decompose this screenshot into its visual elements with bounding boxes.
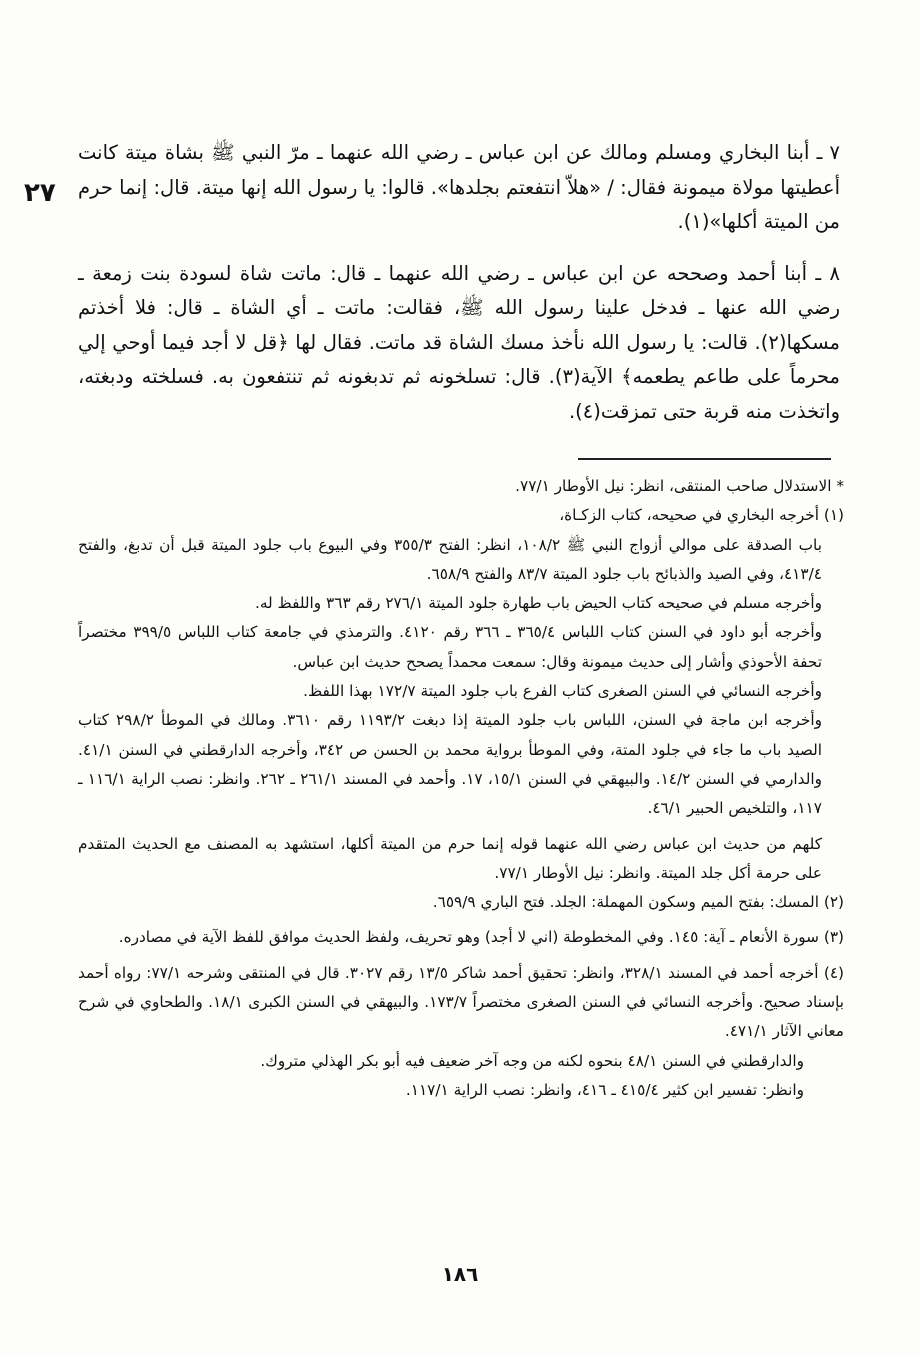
footnote-4-ahmad: (٤) أخرجه أحمد في المسند ٣٢٨/١، وانظر: تحقيق أحمد شاكر ١٣/٥ رقم ٣٠٢٧. قال في المنتقى وشرحه ٧٧/١: رواه أحمد بإسناد صحيح. وأخرجه النسائي في السنن الصغرى مختصراً ١٧٣/٧. والبيهقي في السنن الكبرى ١٨/١. والطحاوي في شرح معاني الآثار ٤٧١/١. [78, 963, 845, 1041]
footnote-3: (٣) سورة الأنعام ـ آية: ١٤٥. وفي المخطوطة (اني لا أجد) وهو تحريف، ولفظ الحديث موافق للفظ الآية في مصادره. [118, 928, 844, 947]
footnote-4-daraqutni: والدارقطني في السنن ٤٨/١ بنحوه لكنه من وجه آخر ضعيف فيه أبو بكر الهذلي متروك. [260, 1051, 804, 1070]
footnote-star: * الاستدلال صاحب المنتقى، انظر: نيل الأوطار ٧٧/١. [515, 477, 844, 495]
footnote-1-heading: (١) أخرجه البخاري في صحيحه، كتاب الزكـاة، [559, 506, 844, 525]
hadith-7-paragraph: ٧ ـ أبنا البخاري ومسلم ومالك عن ابن عباس ـ رضي الله عنهما ـ مرّ النبي ﷺ بشاة ميتة كانت أعطيتها مولاة ميمونة فقال: / «هلاّ انتفعتم بجلدها». قالوا: يا رسول الله إنها ميتة. قال: إنما حرم من الميتة أكلها»(١). [78, 141, 840, 233]
footnote-4-ibnkathir: وانظر: تفسير ابن كثير ٤١٥/٤ ـ ٤١٦، وانظر: نصب الراية ١١٧/١. [405, 1080, 804, 1099]
main-text [78, 136, 840, 429]
footnote-divider [578, 458, 831, 460]
page-number: ١٨٦ [441, 1262, 479, 1286]
footnote-1-summary: كلهم من حديث ابن عباس رضي الله عنهما قوله إنما حرم من الميتة أكلها، استشهد به المصنف مع الحديث المتقدم على حرمة أكل جلد الميتة. وانظر: نيل الأوطار ٧٧/١. [78, 834, 822, 882]
footnote-1-bukhari: باب الصدقة على موالي أزواج النبي ﷺ ١٠٨/٢، انظر: الفتح ٣٥٥/٣ وفي البيوع باب جلود الميتة قبل أن تدبغ، والفتح ٤١٣/٤، وفي الصيد والذبائح باب جلود الميتة ٨٣/٧ والفتح ٦٥٨/٩. [78, 535, 822, 583]
footnote-2: (٢) المسك: بفتح الميم وسكون المهملة: الجلد. فتح الباري ٦٥٩/٩. [432, 893, 844, 912]
footnote-1-ibnmajah: وأخرجه ابن ماجة في السنن، اللباس باب جلود الميتة إذا دبغت ١١٩٣/٢ رقم ٣٦١٠. ومالك في الموطأ ٢٩٨/٢ كتاب الصيد باب ما جاء في جلود المتة، وفي الموطأ برواية محمد بن الحسن ص ٣٤٢، وأخرجه الدارقطني في السنن ٤١/١. والدارمي في السنن ١٤/٢. والبيهقي في السنن ١٥/١، ١٧. وأحمد في المسند ٢٦١/١ ـ ٢٦٢. وانظر: نصب الراية ١١٦/١ ـ ١١٧، والتلخيص الحبير ٤٦/١. [78, 711, 823, 818]
footnote-1-abudawud: وأخرجه أبو داود في السنن كتاب اللباس ٣٦٥/٤ ـ ٣٦٦ رقم ٤١٢٠. والترمذي في جامعة كتاب اللباس ٣٩٩/٥ مختصراً تحفة الأحوذي وأشار إلى حديث ميمونة وقال: سمعت محمداً يصحح حديث ابن عباس. [78, 623, 822, 671]
footnotes [78, 472, 844, 1105]
hadith-8-paragraph: ٨ ـ أبنا أحمد وصححه عن ابن عباس ـ رضي الله عنهما ـ قال: ماتت شاة لسودة بنت زمعة ـ رضي الله عنها ـ فدخل علينا رسول الله ﷺ، فقالت: ماتت ـ أي الشاة ـ قال: فلا أخذتم مسكها(٢). قالت: يا رسول الله نأخذ مسك الشاة قد ماتت. فقال لها ﴿قل لا أجد فيما أوحي إلي محرماً على طاعم يطعمه﴾ الآية(٣). قال: تسلخونه ثم تدبغونه ثم تنتفعون به. فسلخته ودبغته، واتخذت منه قربة حتى تمزقت(٤). [78, 261, 840, 423]
footnote-1-nasai: وأخرجه النسائي في السنن الصغرى كتاب الفرع باب جلود الميتة ١٧٢/٧ بهذا اللفظ. [303, 682, 822, 701]
manuscript-folio-number: ٢٧ [24, 178, 56, 208]
footnote-1-muslim: وأخرجه مسلم في صحيحه كتاب الحيض باب طهارة جلود الميتة ٢٧٦/١ رقم ٣٦٣ واللفظ له. [254, 594, 822, 613]
